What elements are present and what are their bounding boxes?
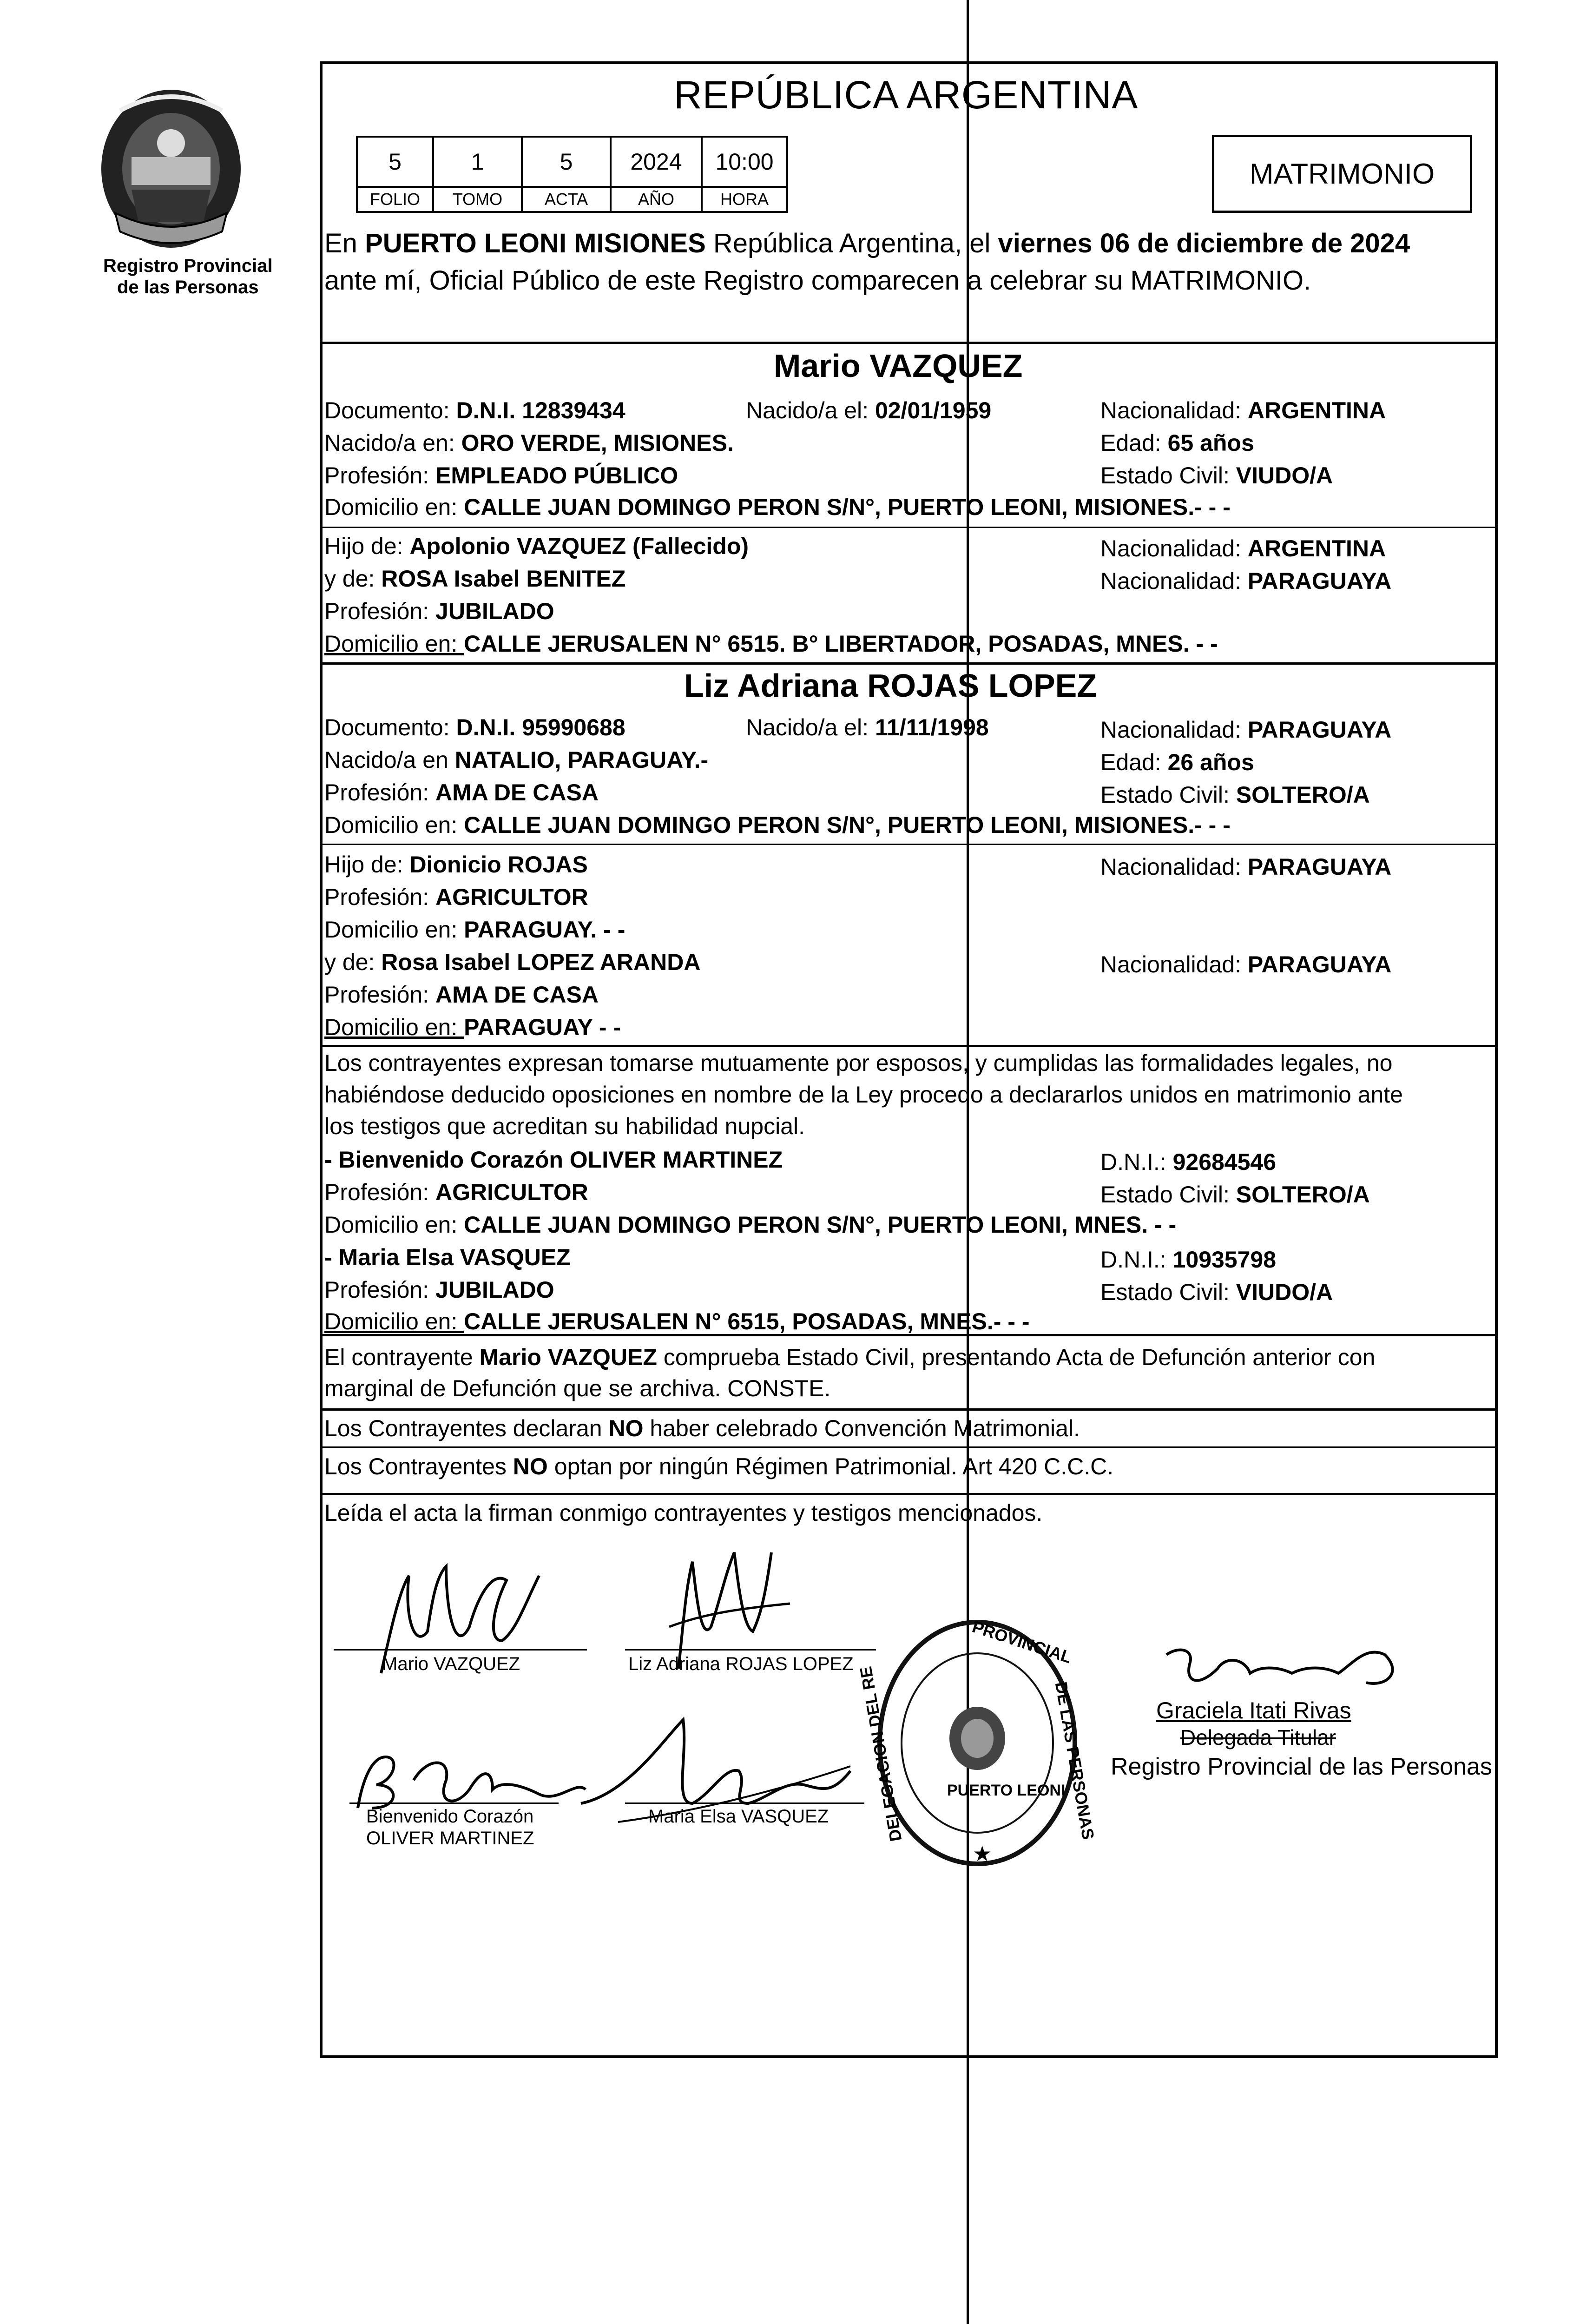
stamp-left-text: DELEGACION DEL RE	[856, 1665, 906, 1843]
witness-1-name: - Bienvenido Corazón OLIVER MARTINEZ	[324, 1147, 783, 1173]
page-title: REPÚBLICA ARGENTINA	[674, 73, 1139, 117]
closing-statement: Leída el acta la firman conmigo contrayentes y testigos mencionados.	[324, 1500, 1043, 1526]
declaration-line-2: habiéndose deducido oposiciones en nombre de la Ley procedo a declararlos unidos en matrimonio ante	[324, 1082, 1403, 1108]
groom-civil-status: Estado Civil: VIUDO/A	[1100, 462, 1333, 489]
witness-2-caption: Maria Elsa VASQUEZ	[648, 1806, 829, 1827]
bride-birthdate: Nacido/a el: 11/11/1998	[746, 714, 989, 740]
groom-father-nationality: Nacionalidad: ARGENTINA	[1100, 535, 1386, 561]
bride-document: Documento: D.N.I. 95990688	[324, 714, 625, 740]
bride-signature-icon	[651, 1534, 799, 1673]
note-civil-status-line-2: marginal de Defunción que se archiva. CONSTE.	[324, 1375, 831, 1401]
ano-value: 2024	[610, 136, 703, 188]
bride-signature-caption: Liz Adriana ROJAS LOPEZ	[628, 1654, 854, 1674]
hora-value: 10:00	[701, 136, 788, 188]
bride-mother-profession: Profesión: AMA DE CASA	[324, 982, 599, 1008]
section-divider	[320, 1045, 1498, 1047]
official-stamp	[856, 1617, 1098, 1866]
groom-profession: Profesión: EMPLEADO PÚBLICO	[324, 462, 678, 489]
witness-1-dni: D.N.I.: 92684546	[1100, 1149, 1277, 1175]
subsection-divider	[320, 1446, 1498, 1448]
bride-age: Edad: 26 años	[1100, 749, 1254, 775]
bride-father-profession: Profesión: AGRICULTOR	[324, 884, 588, 910]
stamp-top-text: PROVINCIAL	[970, 1617, 1074, 1667]
record-type-box: MATRIMONIO	[1212, 135, 1472, 213]
note-civil-status: El contrayente Mario VAZQUEZ comprueba Estado Civil, presentando Acta de Defunción anterior con	[324, 1344, 1376, 1370]
section-divider	[320, 662, 1498, 665]
groom-mother-nationality: Nacionalidad: PARAGUAYA	[1100, 568, 1392, 594]
hora-caption: HORA	[701, 186, 788, 213]
bride-mother: y de: Rosa Isabel LOPEZ ARANDA	[324, 949, 701, 975]
logo-caption-line2: de las Personas	[117, 277, 259, 297]
groom-name: Mario VAZQUEZ	[774, 348, 1023, 384]
bride-domicile: Domicilio en: CALLE JUAN DOMINGO PERON S/N°, PUERTO LEONI, MISIONES.- - -	[324, 812, 1231, 838]
official-title: Delegada Titular	[1180, 1725, 1336, 1750]
logo-caption-line1: Registro Provincial	[103, 256, 273, 276]
official-office: Registro Provincial de las Personas	[1111, 1753, 1492, 1780]
witness-2-name: - Maria Elsa VASQUEZ	[324, 1244, 571, 1270]
witness-1-caption-line-2: OLIVER MARTINEZ	[366, 1828, 534, 1849]
section-divider	[320, 1493, 1498, 1495]
bride-nationality: Nacionalidad: PARAGUAYA	[1100, 717, 1392, 743]
folio-value: 5	[356, 136, 434, 188]
bride-civil-status: Estado Civil: SOLTERO/A	[1100, 782, 1370, 808]
witness-2-signature-line	[625, 1802, 864, 1804]
groom-document: Documento: D.N.I. 12839434	[324, 397, 625, 423]
bride-father: Hijo de: Dionicio ROJAS	[324, 852, 588, 878]
groom-birthplace: Nacido/a en: ORO VERDE, MISIONES.	[324, 430, 734, 456]
groom-birthdate: Nacido/a el: 02/01/1959	[746, 397, 992, 423]
section-divider	[320, 342, 1498, 344]
bride-mother-nationality: Nacionalidad: PARAGUAYA	[1100, 951, 1392, 977]
acta-value: 5	[521, 136, 612, 188]
intro-line-2: ante mí, Oficial Público de este Registro comparecen a celebrar su MATRIMONIO.	[324, 265, 1311, 296]
bride-profession: Profesión: AMA DE CASA	[324, 779, 599, 805]
official-signature-icon	[1152, 1636, 1413, 1706]
groom-age: Edad: 65 años	[1100, 430, 1254, 456]
groom-parents-domicile: Domicilio en: CALLE JERUSALEN N° 6515. B° LIBERTADOR, POSADAS, MNES. - -	[324, 631, 1218, 657]
groom-parents-profession: Profesión: JUBILADO	[324, 598, 554, 624]
note-regime: Los Contrayentes NO optan por ningún Régimen Patrimonial. Art 420 C.C.C.	[324, 1453, 1114, 1479]
subsection-divider	[320, 844, 1498, 845]
groom-signature-line	[334, 1649, 587, 1651]
bride-name: Liz Adriana ROJAS LOPEZ	[684, 667, 1097, 704]
section-divider	[320, 1408, 1498, 1411]
star-icon: ★	[973, 1842, 992, 1866]
coat-of-arms-icon	[87, 83, 255, 255]
ano-caption: AÑO	[610, 186, 703, 213]
tomo-value: 1	[432, 136, 523, 188]
witness-2-domicile: Domicilio en: CALLE JERUSALEN N° 6515, POSADAS, MNES.- - -	[324, 1308, 1030, 1334]
groom-domicile: Domicilio en: CALLE JUAN DOMINGO PERON S/N°, PUERTO LEONI, MISIONES.- - -	[324, 494, 1231, 520]
witness-2-civil-status: Estado Civil: VIUDO/A	[1100, 1279, 1333, 1305]
folio-caption: FOLIO	[356, 186, 434, 213]
note-convention: Los Contrayentes declaran NO haber celebrado Convención Matrimonial.	[324, 1415, 1080, 1441]
groom-signature-caption: Mario VAZQUEZ	[382, 1654, 520, 1674]
declaration-line-1: Los contrayentes expresan tomarse mutuamente por esposos, y cumplidas las formalidades legales, no	[324, 1050, 1393, 1076]
declaration-line-3: los testigos que acreditan su habilidad nupcial.	[324, 1113, 805, 1139]
witness-2-dni: D.N.I.: 10935798	[1100, 1247, 1277, 1273]
bride-father-domicile: Domicilio en: PARAGUAY. - -	[324, 917, 625, 943]
witness-2-profession: Profesión: JUBILADO	[324, 1277, 554, 1303]
acta-caption: ACTA	[521, 186, 612, 213]
official-name: Graciela Itati Rivas	[1156, 1697, 1351, 1723]
groom-father: Hijo de: Apolonio VAZQUEZ (Fallecido)	[324, 533, 749, 559]
groom-nationality: Nacionalidad: ARGENTINA	[1100, 397, 1386, 423]
witness-1-civil-status: Estado Civil: SOLTERO/A	[1100, 1182, 1370, 1208]
bride-signature-line	[625, 1649, 876, 1651]
witness-1-signature-line	[349, 1802, 559, 1804]
witness-1-domicile: Domicilio en: CALLE JUAN DOMINGO PERON S/N°, PUERTO LEONI, MNES. - -	[324, 1212, 1177, 1238]
stamp-emblem-icon	[945, 1703, 1010, 1773]
witness-1-profession: Profesión: AGRICULTOR	[324, 1179, 588, 1205]
tomo-caption: TOMO	[432, 186, 523, 213]
intro-line-1: En PUERTO LEONI MISIONES República Argentina, el viernes 06 de diciembre de 2024	[324, 228, 1410, 258]
bride-mother-domicile: Domicilio en: PARAGUAY - -	[324, 1014, 621, 1040]
subsection-divider	[320, 527, 1498, 528]
witness-1-caption-line-1: Bienvenido Corazón	[366, 1806, 534, 1827]
bride-father-nationality: Nacionalidad: PARAGUAYA	[1100, 854, 1392, 880]
groom-mother: y de: ROSA Isabel BENITEZ	[324, 566, 626, 592]
stamp-right-text: DE LAS PERSONAS	[1051, 1680, 1098, 1841]
bride-birthplace: Nacido/a en NATALIO, PARAGUAY.-	[324, 747, 709, 773]
stamp-center-text: PUERTO LEONI	[947, 1782, 1066, 1799]
